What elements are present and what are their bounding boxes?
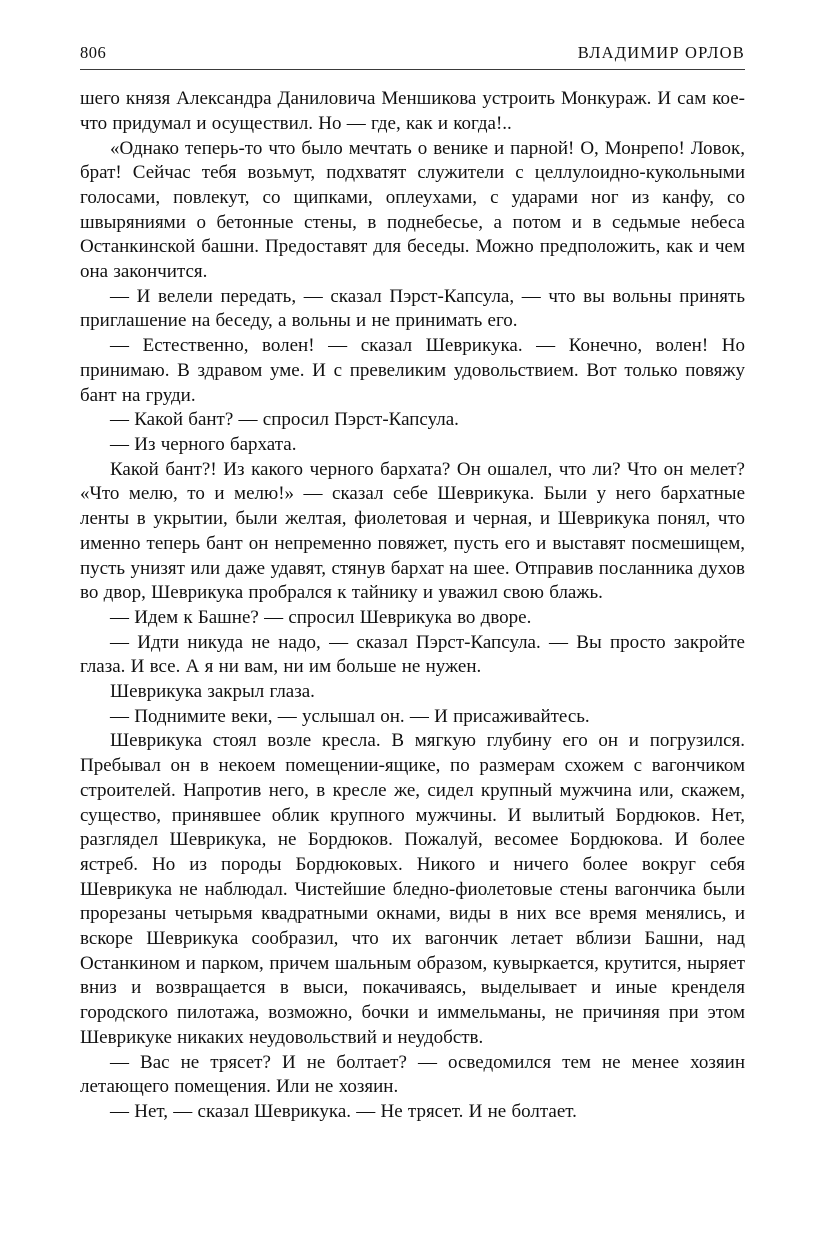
paragraph: — Вас не трясет? И не болтает? — осведомился тем не менее хозяин летающего помещения. Или не хозяин. [80,1051,745,1098]
paragraph: — Идти никуда не надо, — сказал Пэрст-Капсула. — Вы просто закройте глаза. И все. А я ни вам, ни им больше не нужен. [80,631,745,678]
paragraph: «Однако теперь-то что было мечтать о венике и парной! О, Монрепо! Ловок, брат! Сейчас тебя возьмут, подхватят служители с целлулоидно-кукольными голосами, повлекут, со щипками, оплеухами, с ударами ног из канфу, со швыряниями о бетонные стены, в поднебесье, а потом и в седьмые небеса Останкинской башни. Предоставят для беседы. Можно предположить, как и чем она закончится. [80,137,745,283]
paragraph: — Нет, — сказал Шеврикука. — Не трясет. И не болтает. [110,1100,577,1122]
paragraph: Шеврикука стоял возле кресла. В мягкую глубину его он и погрузился. Пребывал он в некоем помещении-ящике, по размерам схожем с вагончиком строителей. Напротив него, в кресле же, сидел крупный мужчина или, скажем, существо, принявшее облик крупного мужчины. И вылитый Бордюков. Нет, разглядел Шеврикука, не Бордюков. Пожалуй, весомее Бордюкова. И более ястреб. Но из породы Бордюковых. Никого и ничего более вокруг себя Шеврикука не наблюдал. Чистейшие бледно-фиолетовые стены вагончика были прорезаны четырьмя квадратными окнами, виды в них все время менялись, и вскоре Шеврикука сообразил, что их вагончик летает вблизи Башни, над Останкином и парком, причем шальным образом, кувыркается, крутится, ныряет вниз и возвращается в выси, покачиваясь, выделывает и иные кренделя городского пилотажа, возможно, бочки и иммельманы, не причиняя при этом Шеврикуке никаких неудовольствий и неудобств. [80,730,745,1048]
paragraph: — Из черного бархата. [110,433,297,455]
paragraph: Какой бант?! Из какого черного бархата? Он ошалел, что ли? Что он мелет? «Что мелю, то и мелю!» — сказал себе Шеврикука. Были у него бархатные ленты в укрытии, были желтая, фиолетовая и черная, и Шеврикука понял, что именно теперь бант он непременно повяжет, пусть его и выставят посмешищем, пусть унизят или даже удавят, стянув бархат на шее. Отправив посланника духов во двор, Шеврикука пробрался к тайнику и уважил свою блажь. [80,458,745,604]
paragraph: — Поднимите веки, — услышал он. — И присаживайтесь. [110,705,590,727]
paragraph: — Естественно, волен! — сказал Шеврикука. — Конечно, волен! Но принимаю. В здравом уме. И с превеликим удовольствием. Вот только повяжу бант на груди. [80,335,745,406]
paragraph: — Какой бант? — спросил Пэрст-Капсула. [110,409,459,431]
paragraph: Шеврикука закрыл глаза. [110,681,315,703]
page-body [80,87,745,1125]
running-head-author: ВЛАДИМИР ОРЛОВ [577,43,745,62]
paragraph: — Идем к Башне? — спросил Шеврикука во дворе. [110,606,532,628]
paragraph: шего князя Александра Даниловича Меншикова устроить Монкураж. И сам кое-что придумал и осуществил. Но — где, как и когда!.. [80,88,745,134]
running-head [80,44,745,70]
paragraph: — И велели передать, — сказал Пэрст-Капсула, — что вы вольны принять приглашение на беседу, а вольны и не принимать его. [80,285,745,332]
page-number: 806 [80,43,107,62]
